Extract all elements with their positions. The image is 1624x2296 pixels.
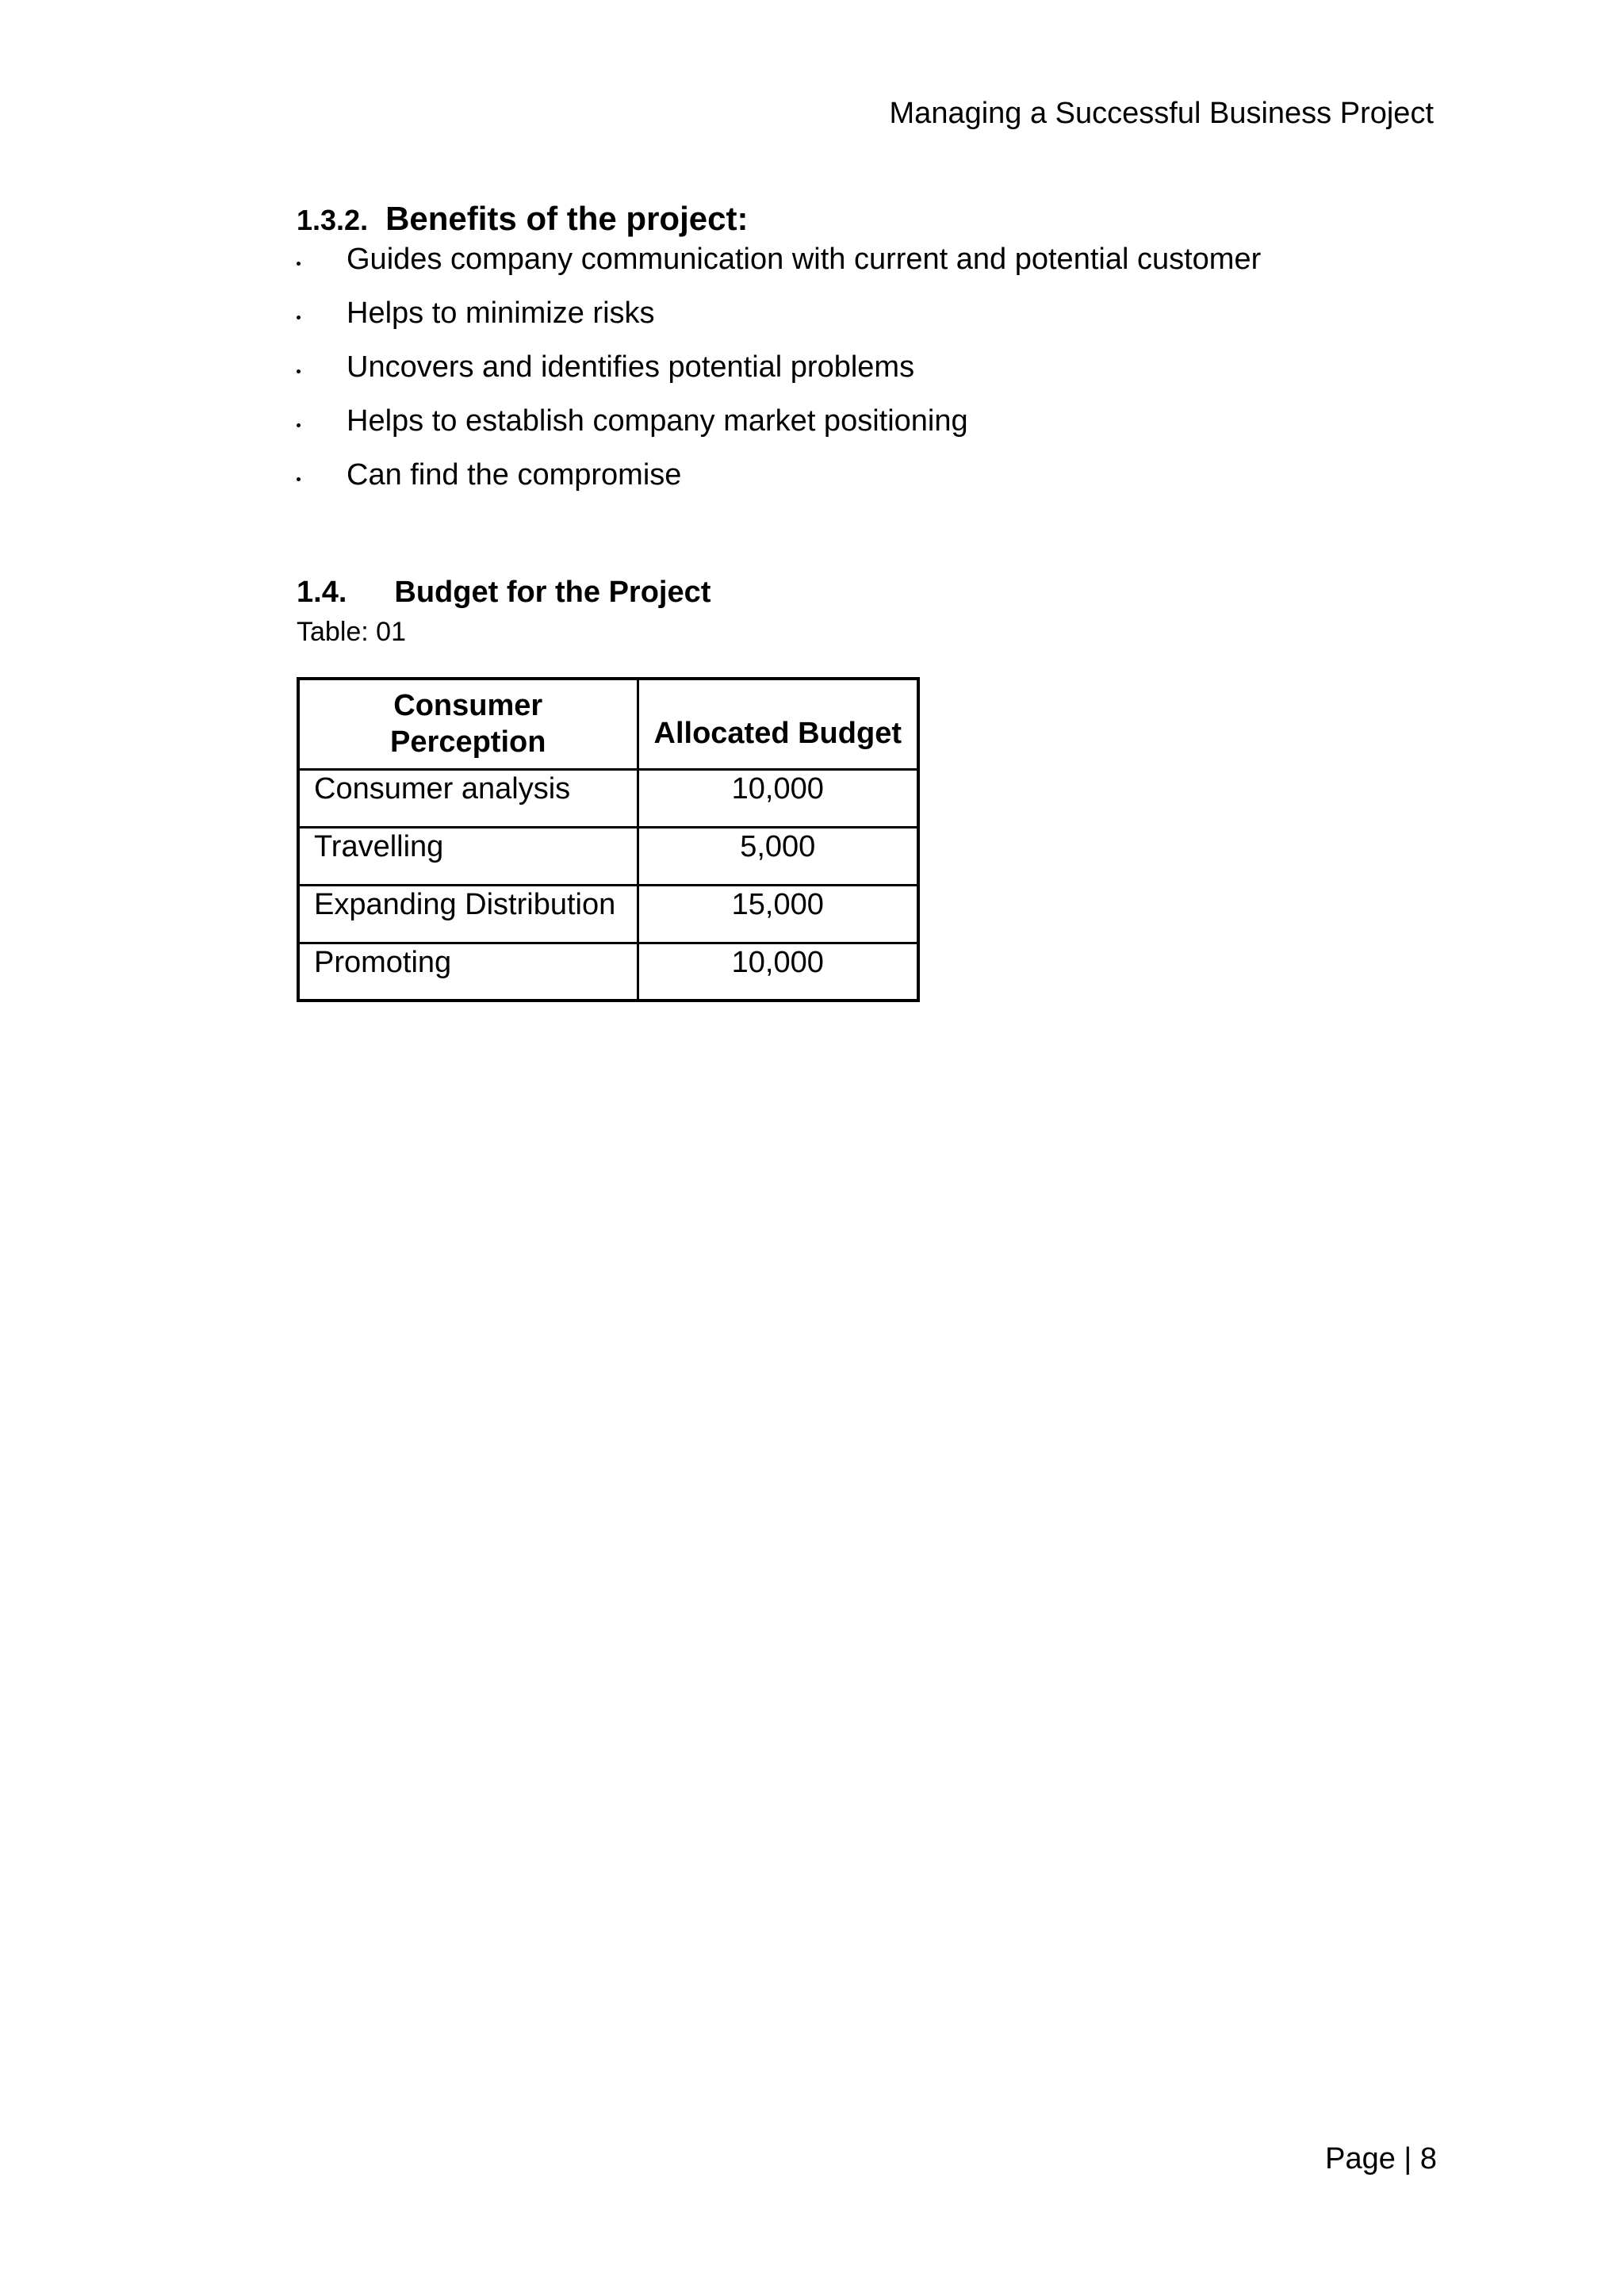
list-item-text: Helps to minimize risks — [347, 297, 655, 330]
section-number: 1.4. — [297, 576, 347, 609]
bullet-icon — [297, 369, 301, 373]
table-row — [298, 885, 918, 943]
table-row — [298, 827, 918, 885]
list-item-text: Uncovers and identifies potential problems — [347, 350, 915, 384]
page-number: Page | 8 — [1325, 2142, 1437, 2175]
amount-cell: 10,000 — [638, 943, 918, 1001]
category-cell: Expanding Distribution — [298, 885, 638, 943]
amount-cell: 15,000 — [638, 885, 918, 943]
table-row — [298, 769, 918, 827]
amount-cell: 10,000 — [638, 769, 918, 827]
running-header: Managing a Successful Business Project — [889, 97, 1434, 130]
table-row — [298, 943, 918, 1001]
budget-heading — [297, 576, 710, 610]
benefits-heading — [297, 200, 748, 238]
bullet-icon — [297, 477, 301, 481]
category-cell: Consumer analysis — [298, 769, 638, 827]
table-header-row — [298, 679, 918, 769]
list-item-text: Guides company communication with current and potential customer — [347, 243, 1262, 276]
section-title: Budget for the Project — [394, 576, 711, 609]
budget-table — [297, 677, 920, 1002]
bullet-icon — [297, 423, 301, 427]
column-header: Allocated Budget — [638, 679, 918, 769]
section-number: 1.3.2. — [297, 204, 369, 236]
bullet-icon — [297, 262, 301, 266]
table-caption: Table: 01 — [297, 617, 406, 647]
category-cell: Travelling — [298, 827, 638, 885]
amount-cell: 5,000 — [638, 827, 918, 885]
list-item-text: Can find the compromise — [347, 458, 682, 492]
bullet-icon — [297, 316, 301, 320]
column-header: Consumer Perception — [298, 679, 638, 769]
category-cell: Promoting — [298, 943, 638, 1001]
list-item-text: Helps to establish company market positioning — [347, 404, 968, 438]
section-title: Benefits of the project: — [385, 200, 749, 237]
